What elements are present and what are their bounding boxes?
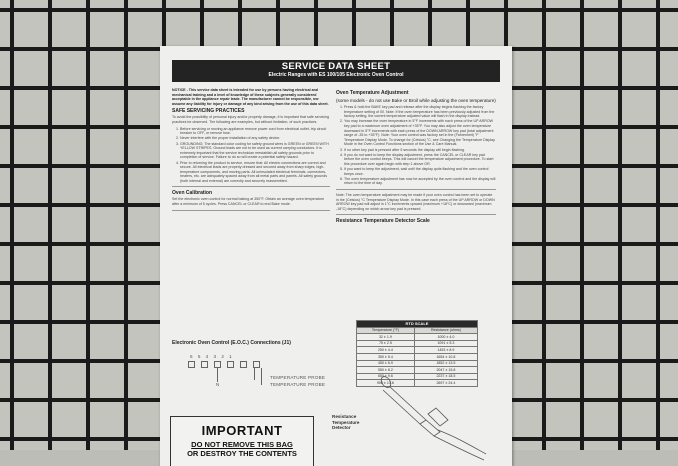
important-title: IMPORTANT [201,423,283,438]
eoc-heading: Electronic Oven Control (E.O.C.) Connections (J1) [172,340,291,346]
table-cell: 250 ± 4.4 [357,347,415,354]
list-item: 4. Prior to returning the product to service, ensure that: All electric connections are correct and secure. All electrical leads are properly dressed and secured away from sharp edges, high-temperature components, and moving parts. All uninsulated electrical terminals, connectors, heaters, etc. are adequately spaced away from all metal parts and panels. All safety grounds (both internal and external) are correctly and securely reassembled. [180,161,330,184]
table-row [357,340,478,347]
list-item: 4. If you do not want to keep the display adjustment, press the CANCEL or CLEAR key pad before the oven control beeps. This will cancel the temperature adjustment procedure. To start this procedure over again begin with step 1 above OR. [344,153,496,167]
temperature-sensor-drawing [368,368,508,466]
important-line-2: OR DESTROY THE CONTENTS [187,449,297,458]
table-cell: 32 ± 1.9 [357,334,415,341]
sheet-title: SERVICE DATA SHEET [281,61,391,72]
table-cell: 1852 ± 13.5 [414,360,477,367]
divider [336,189,496,190]
list-item: 3. If no other key pad is pressed after 5 seconds the display will begin flashing. [344,148,496,153]
list-item: 5. If you want to keep the adjustment, wait until the display quits flashing and the oven control beeps once. [344,167,496,176]
neutral-label: N [216,382,220,387]
sheet-subtitle: Electric Ranges with ES 100/105 Electronic Oven Control [268,72,404,78]
safe-servicing-heading: SAFE SERVICING PRACTICES [172,108,245,115]
table-row [357,353,478,360]
table-cell: 75 ± 2.5 [357,340,415,347]
notice-text: NOTICE - This service data sheet is intended for use by persons having electrical and mechanical training and a level of knowledge of these subjects generally considered acceptable in the appliance repair trade. The manufacturer cannot be responsible, nor assume any liability for injury or damage of any kind arising from the use of this data sheet. [172,88,329,106]
important-notice-box [170,416,314,466]
divider [172,210,330,211]
eoc-diagram [172,340,332,400]
right-column [336,88,496,225]
list-item: 2. You may increase the oven temperature in 5°F increments with each press of the UP ARROW key pad to a maximum oven adjustment of +35°F. You may also adjust the oven temperature downward in 5°F increments with each press of the DOWN ARROW key pad (total adjustment range of -35 to +35°F). Note: Your oven control was factory set in the (Fahrenheit) °F Temperature Display Mode. To change for (Celsius) °C, see Changing the Temperature Display Mode in the Oven Control Functions section of the Use & Care Manual. [344,119,496,147]
wire-line [261,368,262,385]
wire-line [217,368,218,382]
service-data-sheet [160,46,512,466]
probe-label: TEMPERATURE PROBE [270,382,326,387]
table-cell: 2697 ± 24.4 [414,380,477,387]
pin-box [227,361,234,368]
adjustment-note: Note: The oven temperature adjustment may be made if your oven control has been set to operate in the (Celsius) °C Temperature Display Mode. In this case each press of the UP ARROW or DOWN ARROW key pad will adjust in 1°C increments upward (maximum +18°C) or downward (maximum -18°C) depending on which arrow key pad is pressed. [336,193,495,211]
list-item: 1. Press & hold the BAKE key pad and release after the display begins flashing the factory temperature setting of 00. Note: If the oven temperature has been previously adjusted from the factory setting, the current temperature adjusted value will flash in the display instead. [344,105,496,119]
table-cell: 2047 ± 15.8 [414,367,477,374]
safe-servicing-intro: To avoid the possibility of personal injury and/or property damage, it is important that safe servicing practices be observed. The following are examples, but without limitation, of such practices. [172,115,330,124]
pin-box [214,361,221,368]
table-cell: 1000 ± 4.0 [414,334,477,341]
detector-label: Resistance Temperature Detector [332,414,360,430]
adjustment-heading: Oven Temperature Adjustment [336,90,409,96]
pin-box [253,361,260,368]
table-row [357,360,478,367]
table-cell: 900 ± 13.6 [357,380,415,387]
table-cell: 450 ± 6.9 [357,360,415,367]
table-cell: 550 ± 8.2 [357,367,415,374]
pin-numbers: 6 5 4 3 2 1 [190,354,232,359]
column-header: Resistance (ohms) [414,327,477,334]
pin-box [201,361,208,368]
table-cell: 650 ± 9.6 [357,373,415,380]
safe-servicing-list [172,127,330,184]
adjustment-subheading: (some models - do not use Bake or Broil while adjusting the oven temperature) [336,98,496,103]
pin-box [188,361,195,368]
probe-label: TEMPERATURE PROBE [270,375,326,380]
divider [172,186,330,187]
divider [336,214,496,215]
rtd-caption: RTD SCALE [357,321,478,328]
list-item: 1. Before servicing or moving an appliance remove power cord from electrical outlet, trip circuit breaker to OFF, or remove fuse. [180,127,330,136]
column-header: Temperature (°F) [357,327,415,334]
pin-box [240,361,247,368]
calibration-text: Set the electronic oven control for normal baking at 350°F. Obtain an average oven temperature after a minimum of 5 cycles. Press CANCEL or CLEAR to end Bake mode. [172,197,325,207]
title-bar [172,60,500,82]
table-cell: 350 ± 5.4 [357,353,415,360]
wire-line [254,368,255,380]
table-cell: 1453 ± 8.9 [414,347,477,354]
connector-pins [188,361,260,368]
calibration-heading: Oven Calibration [172,190,213,197]
left-column [172,88,330,214]
table-cell: 1091 ± 5.3 [414,340,477,347]
adjustment-steps [336,105,496,186]
list-item: 6. The oven temperature adjustment has now be accepted by the oven control and the display will return to the time of day. [344,177,496,186]
table-row [357,334,478,341]
table-cell: 2237 ± 18.5 [414,373,477,380]
list-item: 2. Never interfere with the proper installation of any safety device. [180,136,330,141]
list-item: 3. GROUNDING: The standard color coding for safety ground wires is GREEN or GREEN WITH YELLOW STRIPES. Ground leads are not to be used as current carrying conductors. It is extremely important that the service technician reestablish all safety grounds prior to completion of service. Failure to do so will create a potential safety hazard. [180,142,330,160]
table-cell: 1654 ± 10.8 [414,353,477,360]
rtd-heading: Resistance Temperature Detector Scale [336,218,430,225]
table-row [357,347,478,354]
important-line-1: DO NOT REMOVE THIS BAG [191,440,293,449]
